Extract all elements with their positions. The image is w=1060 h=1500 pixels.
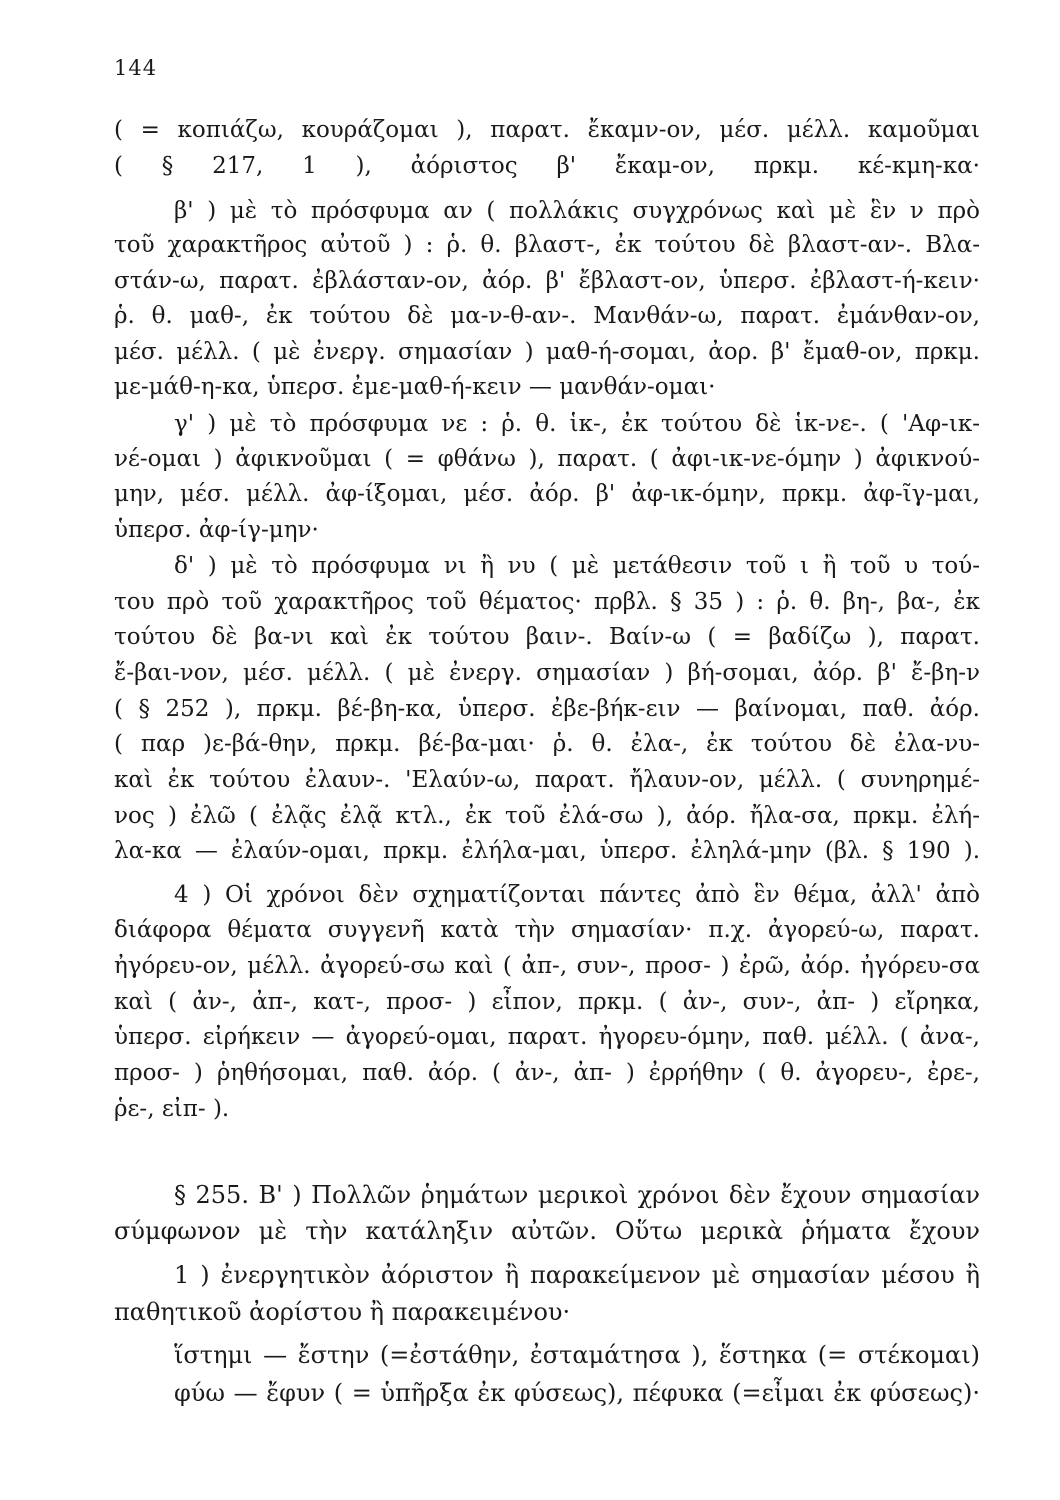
text-line: ἵστημι — ἔστην (=ἐστάθην, ἐσταμάτησα ), ἕστηκα (= στέκομαι) (174, 1341, 980, 1369)
text-line: ῥ. θ. μαθ-, ἐκ τούτου δὲ μα-ν-θ-αν-. Μανθάν-ω, παρατ. ἐμάνθαν-ον, (114, 303, 980, 329)
text-line: ῥε-, εἰπ- ). (114, 1096, 230, 1122)
text-line: ( παρ )ε-βά-θην, πρκμ. βέ-βα-μαι· ῥ. θ. ἐλα-, ἐκ τούτου δὲ ἐλα-νυ- (114, 731, 980, 757)
text-line: καὶ ἐκ τούτου ἐλαυν-. 'Ελαύν-ω, παρατ. ἤλαυν-ον, μέλλ. ( συνηρημέ- (114, 767, 980, 793)
text-line: β' ) μὲ τὸ πρόσφυμα αν ( πολλάκις συγχρόνως καὶ μὲ ἓν ν πρὸ (174, 198, 980, 224)
text-line: ( § 217, 1 ), ἀόριστος β' ἔκαμ-ον, πρκμ. κέ-κμη-κα· (114, 153, 980, 179)
text-line: διάφορα θέματα συγγενῆ κατὰ τὴν σημασίαν· π.χ. ἀγορεύ-ω, παρατ. (114, 917, 980, 943)
text-line: ὑπερσ. ἀφ-ίγ-μην· (114, 517, 319, 543)
text-line: του πρὸ τοῦ χαρακτῆρος τοῦ θέματος· πρβλ. § 35 ) : ῥ. θ. βη-, βα-, ἐκ (114, 589, 980, 615)
page-number: 144 (114, 56, 158, 80)
text-line: καὶ ( ἀν-, ἀπ-, κατ-, προσ- ) εἶπον, πρκμ. ( ἀν-, συν-, ἀπ- ) εἴρηκα, (114, 989, 980, 1015)
text-line: μέσ. μέλλ. ( μὲ ἐνεργ. σημασίαν ) μαθ-ή-σομαι, ἀορ. β' ἔμαθ-ον, πρκμ. (114, 339, 980, 365)
text-line: νος ) ἐλῶ ( ἐλᾷς ἐλᾷ κτλ., ἐκ τοῦ ἐλά-σω ), ἀόρ. ἤλα-σα, πρκμ. ἐλή- (114, 803, 980, 829)
text-line: ( = κοπιάζω, κουράζομαι ), παρατ. ἔκαμν-ον, μέσ. μέλλ. καμοῦμαι (114, 117, 980, 143)
text-line: νέ-ομαι ) ἀφικνοῦμαι ( = φθάνω ), παρατ. ( ἀφι-ικ-νε-όμην ) ἀφικνού- (114, 446, 980, 472)
text-line: ἠγόρευ-ον, μέλλ. ἀγορεύ-σω καὶ ( ἀπ-, συν-, προσ- ) ἐρῶ, ἀόρ. ἠγόρευ-σα (114, 953, 980, 979)
text-line: ( § 252 ), πρκμ. βέ-βη-κα, ὑπερσ. ἐβε-βήκ-ειν — βαίνομαι, παθ. ἀόρ. (114, 696, 980, 722)
section-heading-line: § 255. Β' ) Πολλῶν ῥημάτων μερικοὶ χρόνοι δὲν ἔχουν σημασίαν (174, 1181, 980, 1209)
text-line: 4 ) Οἱ χρόνοι δὲν σχηματίζονται πάντες ἀπὸ ἓν θέμα, ἀλλ' ἀπὸ (174, 882, 980, 908)
text-line: δ' ) μὲ τὸ πρόσφυμα νι ἢ νυ ( μὲ μετάθεσιν τοῦ ι ἢ τοῦ υ τού- (174, 553, 980, 579)
text-line: λα-κα — ἐλαύν-ομαι, πρκμ. ἐλήλα-μαι, ὑπερσ. ἐληλά-μην (βλ. § 190 ). (114, 838, 980, 864)
text-line: τούτου δὲ βα-νι καὶ ἐκ τούτου βαιν-. Βαίν-ω ( = βαδίζω ), παρατ. (114, 624, 980, 650)
text-line: με-μάθ-η-κα, ὑπερσ. ἐμε-μαθ-ή-κειν — μανθάν-ομαι· (114, 374, 716, 400)
text-line: παθητικοῦ ἀορίστου ἢ παρακειμένου· (114, 1298, 571, 1326)
text-line: 1 ) ἐνεργητικὸν ἀόριστον ἢ παρακείμενον μὲ σημασίαν μέσου ἢ (174, 1261, 980, 1289)
text-line: ἔ-βαι-νον, μέσ. μέλλ. ( μὲ ἐνεργ. σημασίαν ) βή-σομαι, ἀόρ. β' ἔ-βη-ν (114, 660, 980, 686)
text-line: φύω — ἔφυν ( = ὑπῆρξα ἐκ φύσεως), πέφυκα (=εἶμαι ἐκ φύσεως)· (174, 1379, 980, 1407)
text-line: ὑπερσ. εἰρήκειν — ἀγορεύ-ομαι, παρατ. ἠγορευ-όμην, παθ. μέλλ. ( ἀνα-, (114, 1024, 980, 1050)
text-line: σύμφωνον μὲ τὴν κατάληξιν αὐτῶν. Οὕτω μερικὰ ῥήματα ἔχουν (114, 1217, 980, 1245)
text-line: τοῦ χαρακτῆρος αὐτοῦ ) : ῥ. θ. βλαστ-, ἐκ τούτου δὲ βλαστ-αν-. Βλα- (114, 232, 980, 258)
text-line: προσ- ) ῥηθήσομαι, παθ. ἀόρ. ( ἀν-, ἀπ- ) ἐρρήθην ( θ. ἀγορευ-, ἐρε-, (114, 1060, 980, 1086)
text-line: μην, μέσ. μέλλ. ἀφ-ίξομαι, μέσ. ἀόρ. β' ἀφ-ικ-όμην, πρκμ. ἀφ-ῖγ-μαι, (114, 481, 980, 507)
text-line: γ' ) μὲ τὸ πρόσφυμα νε : ῥ. θ. ἱκ-, ἐκ τούτου δὲ ἱκ-νε-. ( 'Αφ-ικ- (174, 411, 980, 437)
text-line: στάν-ω, παρατ. ἐβλάσταν-ον, ἀόρ. β' ἔβλαστ-ον, ὑπερσ. ἐβλαστ-ή-κειν· (114, 268, 980, 294)
